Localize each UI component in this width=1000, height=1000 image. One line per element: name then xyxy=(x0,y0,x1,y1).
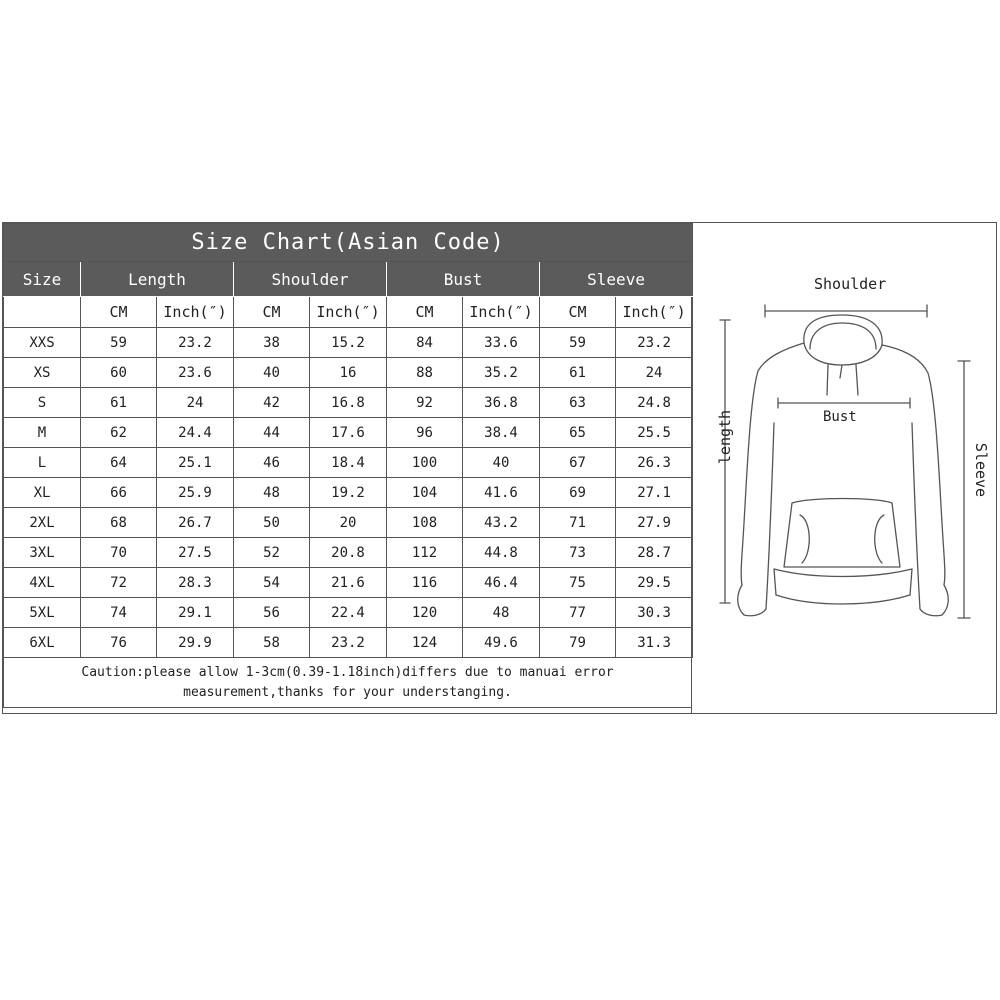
header-row xyxy=(4,262,693,297)
measure-cell: 27.1 xyxy=(616,478,693,508)
measure-cell: 84 xyxy=(387,328,463,358)
measure-cell: 20.8 xyxy=(310,538,387,568)
size-cell: 3XL xyxy=(4,538,81,568)
measure-cell: 27.5 xyxy=(157,538,234,568)
table-row xyxy=(4,418,693,448)
caution-table xyxy=(3,657,692,708)
unit-cell: Inch(″) xyxy=(310,297,387,328)
caution-line-2: measurement,thanks for your understanging. xyxy=(183,684,512,700)
measure-cell: 75 xyxy=(540,568,616,598)
measure-cell: 23.2 xyxy=(310,628,387,658)
length-label: length xyxy=(716,409,735,465)
measure-cell: 24 xyxy=(616,358,693,388)
header-bust: Bust xyxy=(387,262,540,297)
measure-cell: 23.6 xyxy=(157,358,234,388)
size-cell: M xyxy=(4,418,81,448)
size-table xyxy=(3,223,693,658)
measure-cell: 79 xyxy=(540,628,616,658)
measure-cell: 38.4 xyxy=(463,418,540,448)
measure-cell: 23.2 xyxy=(616,328,693,358)
measure-cell: 59 xyxy=(81,328,157,358)
measure-cell: 61 xyxy=(540,358,616,388)
measure-cell: 92 xyxy=(387,388,463,418)
unit-cell: CM xyxy=(387,297,463,328)
measure-cell: 104 xyxy=(387,478,463,508)
measure-cell: 15.2 xyxy=(310,328,387,358)
measure-cell: 66 xyxy=(81,478,157,508)
measure-cell: 16 xyxy=(310,358,387,388)
measure-cell: 96 xyxy=(387,418,463,448)
measure-cell: 49.6 xyxy=(463,628,540,658)
unit-row xyxy=(4,297,693,328)
hoodie-illustration xyxy=(692,223,997,713)
measure-cell: 28.7 xyxy=(616,538,693,568)
measure-cell: 42 xyxy=(234,388,310,418)
table-row xyxy=(4,358,693,388)
measure-cell: 33.6 xyxy=(463,328,540,358)
measure-cell: 46.4 xyxy=(463,568,540,598)
table-row xyxy=(4,568,693,598)
measure-cell: 100 xyxy=(387,448,463,478)
measure-cell: 24.8 xyxy=(616,388,693,418)
measure-cell: 52 xyxy=(234,538,310,568)
measure-cell: 60 xyxy=(81,358,157,388)
measure-cell: 44.8 xyxy=(463,538,540,568)
measure-cell: 40 xyxy=(463,448,540,478)
caution-line-1: Caution:please allow 1-3cm(0.39-1.18inch)differs due to manuai error xyxy=(81,664,614,680)
measure-cell: 31.3 xyxy=(616,628,693,658)
measure-cell: 48 xyxy=(463,598,540,628)
measure-cell: 74 xyxy=(81,598,157,628)
table-row xyxy=(4,478,693,508)
measure-cell: 40 xyxy=(234,358,310,388)
size-cell: 2XL xyxy=(4,508,81,538)
size-cell: S xyxy=(4,388,81,418)
measure-cell: 20 xyxy=(310,508,387,538)
measure-cell: 18.4 xyxy=(310,448,387,478)
unit-cell: Inch(″) xyxy=(616,297,693,328)
measure-cell: 62 xyxy=(81,418,157,448)
size-cell: XL xyxy=(4,478,81,508)
measure-cell: 58 xyxy=(234,628,310,658)
unit-cell: CM xyxy=(81,297,157,328)
measure-cell: 26.7 xyxy=(157,508,234,538)
measure-cell: 30.3 xyxy=(616,598,693,628)
measure-cell: 43.2 xyxy=(463,508,540,538)
measure-cell: 46 xyxy=(234,448,310,478)
measure-cell: 24 xyxy=(157,388,234,418)
size-cell: 4XL xyxy=(4,568,81,598)
chart-title: Size Chart(Asian Code) xyxy=(4,224,693,262)
measure-cell: 72 xyxy=(81,568,157,598)
header-sleeve: Sleeve xyxy=(540,262,693,297)
shoulder-label: Shoulder xyxy=(814,275,887,293)
table-row xyxy=(4,328,693,358)
measure-cell: 25.1 xyxy=(157,448,234,478)
measure-cell: 71 xyxy=(540,508,616,538)
measure-cell: 23.2 xyxy=(157,328,234,358)
measure-cell: 124 xyxy=(387,628,463,658)
measure-cell: 21.6 xyxy=(310,568,387,598)
measure-cell: 27.9 xyxy=(616,508,693,538)
measure-cell: 63 xyxy=(540,388,616,418)
measure-cell: 76 xyxy=(81,628,157,658)
measure-cell: 68 xyxy=(81,508,157,538)
unit-blank xyxy=(4,297,81,328)
measure-cell: 19.2 xyxy=(310,478,387,508)
measure-cell: 24.4 xyxy=(157,418,234,448)
measure-cell: 61 xyxy=(81,388,157,418)
measure-cell: 54 xyxy=(234,568,310,598)
table-row xyxy=(4,508,693,538)
measure-cell: 38 xyxy=(234,328,310,358)
measure-cell: 73 xyxy=(540,538,616,568)
measure-cell: 16.8 xyxy=(310,388,387,418)
caution-note xyxy=(4,658,692,708)
table-row xyxy=(4,598,693,628)
measure-cell: 29.9 xyxy=(157,628,234,658)
measure-cell: 120 xyxy=(387,598,463,628)
measure-cell: 65 xyxy=(540,418,616,448)
measure-cell: 70 xyxy=(81,538,157,568)
measure-cell: 50 xyxy=(234,508,310,538)
table-row xyxy=(4,628,693,658)
measure-cell: 17.6 xyxy=(310,418,387,448)
measure-cell: 69 xyxy=(540,478,616,508)
measure-cell: 64 xyxy=(81,448,157,478)
measure-cell: 28.3 xyxy=(157,568,234,598)
measure-cell: 41.6 xyxy=(463,478,540,508)
size-cell: XXS xyxy=(4,328,81,358)
size-cell: 5XL xyxy=(4,598,81,628)
measure-cell: 59 xyxy=(540,328,616,358)
measure-cell: 29.1 xyxy=(157,598,234,628)
unit-cell: Inch(″) xyxy=(463,297,540,328)
header-shoulder: Shoulder xyxy=(234,262,387,297)
measure-cell: 112 xyxy=(387,538,463,568)
unit-cell: CM xyxy=(540,297,616,328)
header-length: Length xyxy=(81,262,234,297)
size-cell: L xyxy=(4,448,81,478)
hoodie-diagram xyxy=(692,223,996,713)
sleeve-label: Sleeve xyxy=(972,442,991,498)
header-size: Size xyxy=(4,262,81,297)
measure-cell: 77 xyxy=(540,598,616,628)
size-chart xyxy=(2,222,997,714)
measure-cell: 25.9 xyxy=(157,478,234,508)
size-cell: 6XL xyxy=(4,628,81,658)
size-cell: XS xyxy=(4,358,81,388)
measure-cell: 22.4 xyxy=(310,598,387,628)
unit-cell: Inch(″) xyxy=(157,297,234,328)
measure-cell: 116 xyxy=(387,568,463,598)
table-row xyxy=(4,538,693,568)
measure-cell: 29.5 xyxy=(616,568,693,598)
title-row xyxy=(4,224,693,262)
measure-cell: 44 xyxy=(234,418,310,448)
table-row xyxy=(4,388,693,418)
measure-cell: 35.2 xyxy=(463,358,540,388)
measure-cell: 88 xyxy=(387,358,463,388)
table-row xyxy=(4,448,693,478)
measure-cell: 36.8 xyxy=(463,388,540,418)
measure-cell: 108 xyxy=(387,508,463,538)
measure-cell: 56 xyxy=(234,598,310,628)
measure-cell: 25.5 xyxy=(616,418,693,448)
measure-cell: 26.3 xyxy=(616,448,693,478)
unit-cell: CM xyxy=(234,297,310,328)
bust-label: Bust xyxy=(823,409,857,425)
size-table-area xyxy=(3,223,692,713)
measure-cell: 48 xyxy=(234,478,310,508)
measure-cell: 67 xyxy=(540,448,616,478)
